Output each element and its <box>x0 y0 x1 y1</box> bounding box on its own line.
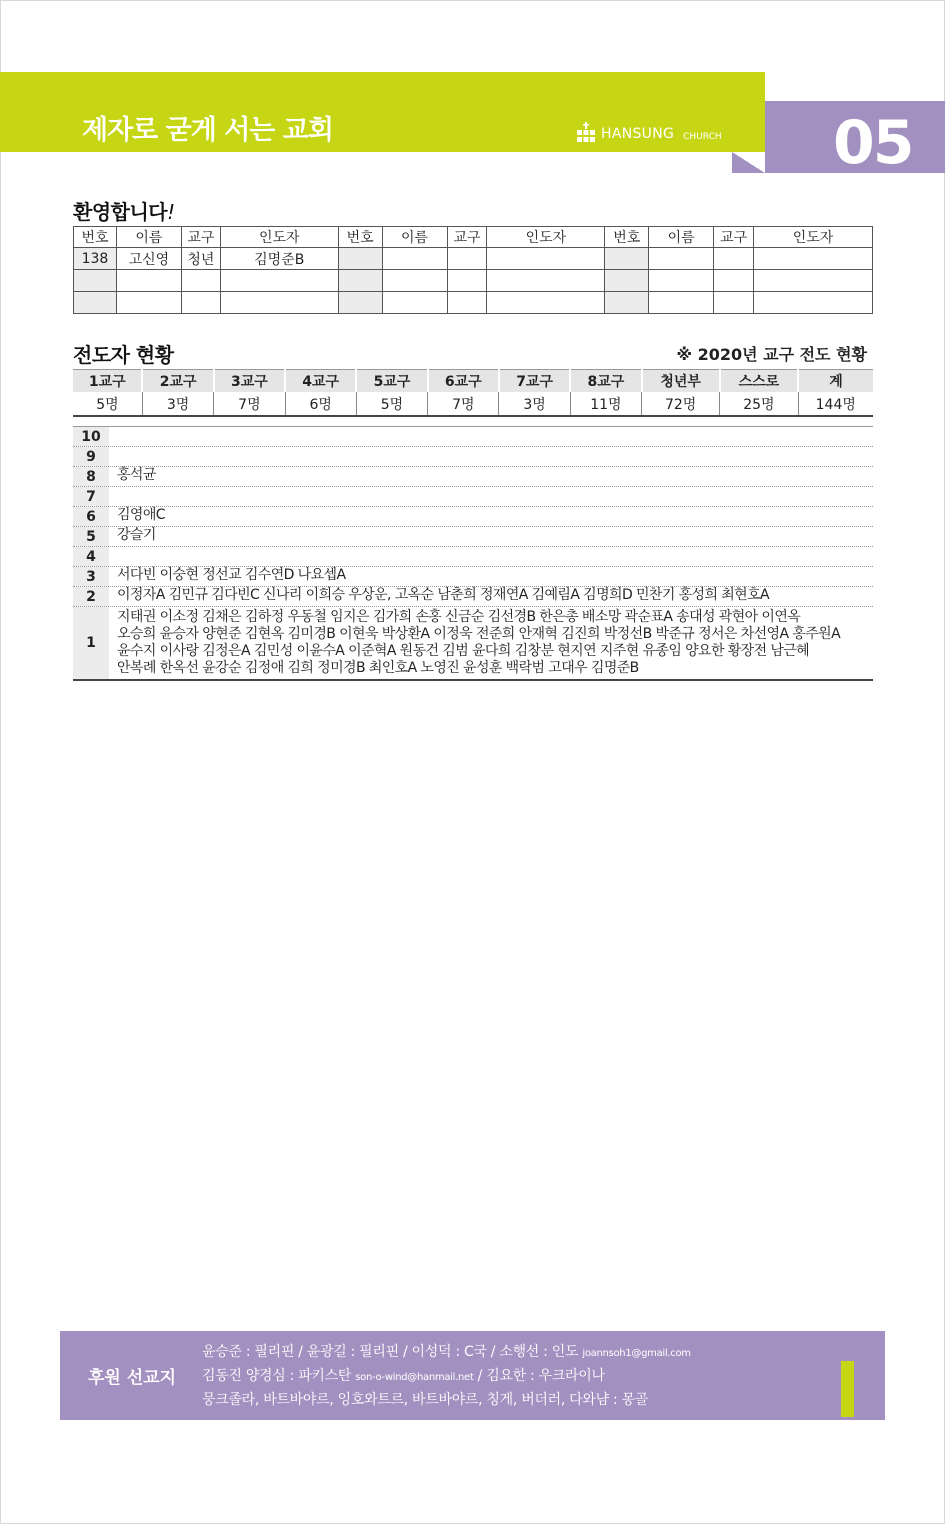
stats-value: 5명 <box>73 392 142 416</box>
cell-number <box>605 270 649 292</box>
level-number: 1 <box>73 607 109 679</box>
evangelism-stats-table <box>73 369 873 417</box>
footer-line-3: 뭉크졸라, 바트바야르, 잉호와트르, 바트바야르, 칭게, 버더러, 다와냠 : 몽골 <box>202 1392 649 1408</box>
level-number: 4 <box>73 547 109 566</box>
welcome-title-mark: ! <box>167 200 175 224</box>
footer-email-2: son-o-wind@hanmail.net <box>355 1372 474 1383</box>
cell-name <box>382 270 447 292</box>
cell-district <box>714 248 754 270</box>
cell-district: 청년 <box>181 248 220 270</box>
footer-line-2 <box>202 1365 691 1389</box>
cell-district <box>714 270 754 292</box>
level-number: 7 <box>73 487 109 506</box>
cell-district <box>181 292 220 314</box>
stats-value: 3명 <box>142 392 213 416</box>
church-cross-icon <box>577 122 595 142</box>
cell-number <box>605 292 649 314</box>
cell-guide <box>220 270 338 292</box>
table-row <box>74 270 873 292</box>
level-names: 김영애C <box>117 507 165 523</box>
footer-label: 후원 선교지 <box>88 1368 177 1388</box>
cell-guide <box>754 248 873 270</box>
stats-header-row <box>73 370 873 393</box>
level-row <box>73 447 873 467</box>
level-names: 강슬기 <box>117 527 156 543</box>
footer-line-2-tail: / 김요한 : 우크라이나 <box>473 1368 605 1384</box>
level-names: 이정자A 김민규 김다빈C 신나리 이희승 우상운, 고옥순 남춘희 정재연A 김예림A 김명희D 민찬기 홍성희 최현호A <box>117 587 769 603</box>
col-name: 이름 <box>649 227 714 248</box>
level-row <box>73 607 873 679</box>
col-district: 교구 <box>447 227 487 248</box>
cell-number <box>338 248 382 270</box>
level-number: 8 <box>73 467 109 486</box>
stats-header: 스스로 <box>720 370 798 393</box>
evangelism-title: 전도자 현황 <box>73 343 174 367</box>
level-row <box>73 547 873 567</box>
cell-name <box>649 292 714 314</box>
level-names <box>109 547 873 566</box>
brand-sub: CHURCH <box>683 132 722 142</box>
level-names <box>109 427 873 446</box>
cell-name <box>382 292 447 314</box>
cell-guide <box>487 270 605 292</box>
level-row <box>73 587 873 607</box>
footer-line-1 <box>202 1341 691 1365</box>
level-number: 6 <box>73 507 109 526</box>
cell-name <box>649 270 714 292</box>
col-guide: 인도자 <box>220 227 338 248</box>
col-district: 교구 <box>181 227 220 248</box>
evangelist-level-list <box>73 426 873 681</box>
cell-number <box>338 270 382 292</box>
cell-guide <box>487 292 605 314</box>
footer-lines <box>202 1341 691 1412</box>
level-row <box>73 507 873 527</box>
col-district: 교구 <box>714 227 754 248</box>
welcome-table <box>73 226 873 314</box>
level-number: 3 <box>73 567 109 586</box>
footer-line-1-text: 윤승준 : 필리핀 / 윤광길 : 필리핀 / 이성덕 : C국 / 소행선 : 인도 <box>202 1344 579 1360</box>
col-number: 번호 <box>74 227 117 248</box>
cell-guide <box>487 248 605 270</box>
cell-name <box>116 270 181 292</box>
footer-line-2-text: 김동진 양경심 : 파키스탄 <box>202 1368 352 1384</box>
cell-name <box>649 248 714 270</box>
level-row <box>73 467 873 487</box>
cell-district <box>447 248 487 270</box>
welcome-header-row <box>74 227 873 248</box>
cell-district <box>447 270 487 292</box>
page-title: 제자로 굳게 서는 교회 <box>82 115 333 146</box>
cell-district <box>447 292 487 314</box>
level-row <box>73 487 873 507</box>
stats-header: 계 <box>798 370 873 393</box>
level-row <box>73 427 873 447</box>
stats-header: 3교구 <box>214 370 285 393</box>
table-row <box>74 292 873 314</box>
col-number: 번호 <box>605 227 649 248</box>
level-number: 5 <box>73 527 109 546</box>
cell-district <box>181 270 220 292</box>
col-name: 이름 <box>116 227 181 248</box>
stats-header: 5교구 <box>356 370 427 393</box>
col-number: 번호 <box>338 227 382 248</box>
stats-value: 72명 <box>642 392 720 416</box>
stats-header: 8교구 <box>570 370 641 393</box>
banner-fold <box>732 152 765 173</box>
stats-value: 6명 <box>285 392 356 416</box>
col-guide: 인도자 <box>487 227 605 248</box>
level-number: 10 <box>73 427 109 446</box>
cell-number <box>74 292 117 314</box>
stats-value: 7명 <box>214 392 285 416</box>
cell-name <box>382 248 447 270</box>
welcome-title-text: 환영합니다 <box>73 200 168 224</box>
cell-number: 138 <box>74 248 117 270</box>
cell-name: 고신영 <box>116 248 181 270</box>
evangelism-note: ※ 2020년 교구 전도 현황 <box>676 345 867 364</box>
col-name: 이름 <box>382 227 447 248</box>
cell-guide <box>220 292 338 314</box>
cell-district <box>714 292 754 314</box>
stats-header: 1교구 <box>73 370 142 393</box>
welcome-title <box>73 196 175 225</box>
cell-number <box>605 248 649 270</box>
page-number: 05 <box>833 108 913 178</box>
table-row <box>74 248 873 270</box>
cell-number <box>74 270 117 292</box>
stats-value: 7명 <box>428 392 499 416</box>
level-number: 9 <box>73 447 109 466</box>
stats-header: 4교구 <box>285 370 356 393</box>
level-number: 2 <box>73 587 109 606</box>
missionary-footer <box>60 1331 885 1420</box>
footer-email-1: joannsoh1@gmail.com <box>582 1348 691 1359</box>
cell-guide <box>754 270 873 292</box>
stats-header: 6교구 <box>428 370 499 393</box>
footer-accent-bar <box>841 1361 854 1417</box>
stats-value: 11명 <box>570 392 641 416</box>
level-names: 지태권 이소정 김채은 김하정 우동철 임지은 김가희 손홍 신금순 김선경B 한은총 배소망 곽순표A 송대성 곽현아 이연옥 오승희 윤승자 양현준 김현옥 김미경B 이현욱 박상환A 이정욱 전준희 안재혁 김진희 박정선B 박준규 정서은 차선영A 홍주원A 윤수지 이사랑 김정은A 김민성 이윤수A 이준혁A 원동건 김범 윤다희 김창분 현지연 지주현 유종임 양요한 황장전 남근혜 안복례 한옥선 윤강순 김정애 김희 정미경B 최인호A 노영진 윤성훈 백락범 고대우 김명준B <box>117 609 841 676</box>
cell-guide: 김명준B <box>220 248 338 270</box>
level-names <box>109 487 873 506</box>
stats-value: 5명 <box>356 392 427 416</box>
brand-name: HANSUNG <box>601 126 675 142</box>
level-row <box>73 527 873 547</box>
cell-guide <box>754 292 873 314</box>
level-row <box>73 567 873 587</box>
stats-value: 25명 <box>720 392 798 416</box>
stats-value: 144명 <box>815 396 856 413</box>
stats-header: 2교구 <box>142 370 213 393</box>
cell-number <box>338 292 382 314</box>
stats-value: 3명 <box>499 392 570 416</box>
stats-value-row <box>73 392 873 416</box>
level-names: 홍석균 <box>117 467 156 483</box>
level-names: 서다빈 이숭현 정선교 김수연D 나요셉A <box>117 567 346 583</box>
stats-header: 7교구 <box>499 370 570 393</box>
church-logo <box>577 122 722 142</box>
cell-name <box>116 292 181 314</box>
stats-header: 청년부 <box>642 370 720 393</box>
level-names <box>109 447 873 466</box>
col-guide: 인도자 <box>754 227 873 248</box>
